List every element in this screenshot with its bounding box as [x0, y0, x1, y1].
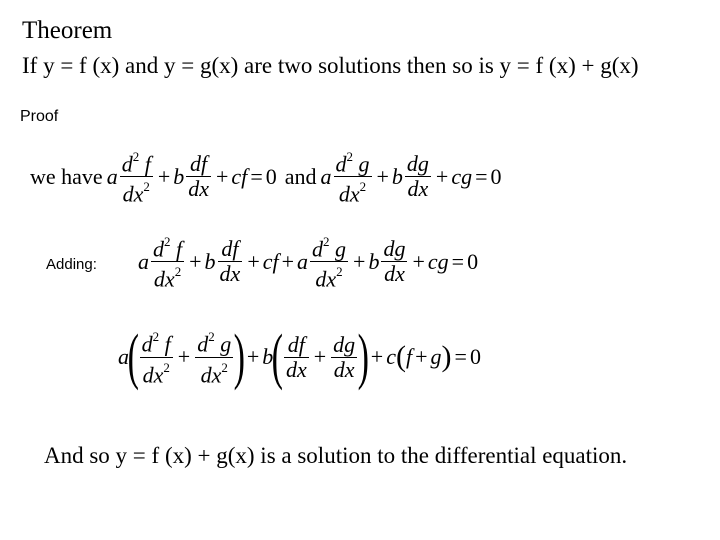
theorem-heading: Theorem: [22, 17, 113, 44]
equation-combined: a ( $\frac{d^2 f}{dx^2}$ + $\frac{d^2 g}{dx^2}$ ) + b ( $\frac{df}{dx}$ + $\frac{dg}{dx}$ ) + c ( f + g ) = 0: [118, 323, 481, 391]
proof-label: Proof: [20, 108, 59, 125]
we-have-text: we have: [30, 163, 103, 189]
fraction-d2g-dx2: $\frac{d^2 g}{dx^2}$: [335, 149, 370, 207]
fraction-d2f-dx2: $\frac{d^2 f}{dx^2}$: [121, 149, 151, 207]
fraction-dg-dx: $\frac{dg}{dx}$: [406, 151, 429, 202]
and-text: and: [284, 163, 317, 189]
fraction-df-dx: $\frac{df}{dx}$: [188, 151, 209, 202]
conclusion-statement: And so y = f (x) + g(x) is a solution to the differential equation.: [44, 443, 628, 468]
equation-adding: a $\frac{d^2 f}{dx^2}$ + b $\frac{df}{dx}$ + cf + a $\frac{d^2 g}{dx^2}$ + b $\frac{dg}{dx}$ + cg = 0: [138, 234, 479, 292]
theorem-statement: If y = f (x) and y = g(x) are two solutions then so is y = f (x) + g(x): [22, 53, 639, 78]
equation-we-have: we have a $\frac{d^2 f}{dx^2}$ + b $\frac{df}{dx}$ + cf = 0 and a $\frac{d^2 g}{dx^2}$ + b $\frac{dg}{dx}$ + cg = 0: [30, 149, 502, 207]
adding-label: Adding:: [46, 256, 97, 273]
